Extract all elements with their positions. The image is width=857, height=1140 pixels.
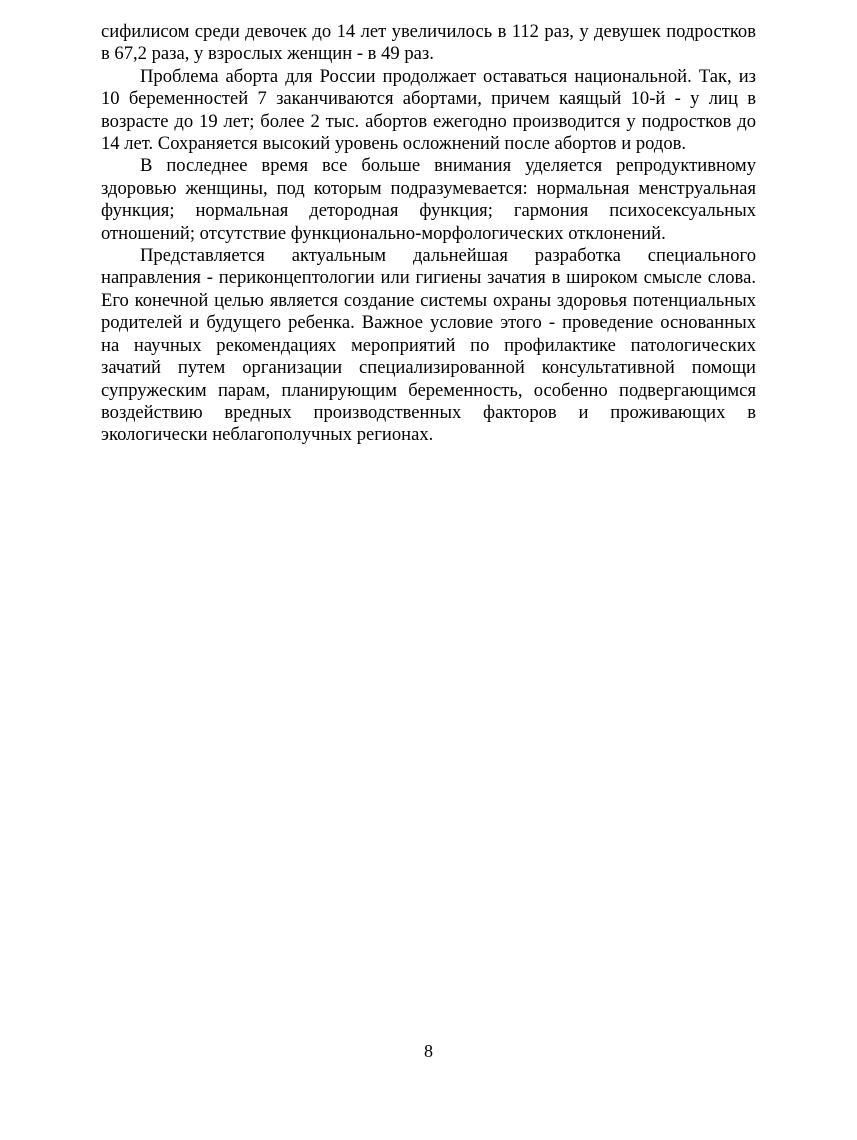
paragraph-reproductive-health: В последнее время все больше внимания уделяется репродуктивному здоровью женщины, под которым подразумевается: нормальная менструальная функция; нормальная детородная функция; гармония психосексуальных отношений; отсутствие функционально-морфологических отклонений. [101,155,756,244]
paragraph-periconceptology: Представляется актуальным дальнейшая разработка специального направления - периконцептологии или гигиены зачатия в широком смысле слова. Его конечной целью является создание системы охраны здоровья потенциальных родителей и будущего ребенка. Важное условие этого - проведение основанных на научных рекомендациях мероприятий по профилактике патологических зачатий путем организации специализированной консультативной помощи супружеским парам, планирующим беременность, особенно подвергающимся воздействию вредных производственных факторов и проживающих в экологически неблагополучных регионах. [101,245,756,446]
paragraph-abortion: Проблема аборта для России продолжает оставаться национальной. Так, из 10 беременностей 7 заканчиваются абортами, причем каящый 10-й - у лиц в возрасте до 19 лет; более 2 тыс. абортов ежегодно производится у подростков до 14 лет. Сохраняется высокий уровень осложнений после абортов и родов. [101,65,756,155]
page-number: 8 [424,1041,433,1061]
paragraph-continued: сифилисом среди девочек до 14 лет увеличилось в 112 раз, у девушек подростков в 67,2 раза, у взрослых женщин - в 49 раз. [101,21,756,65]
body-text [101,21,756,447]
